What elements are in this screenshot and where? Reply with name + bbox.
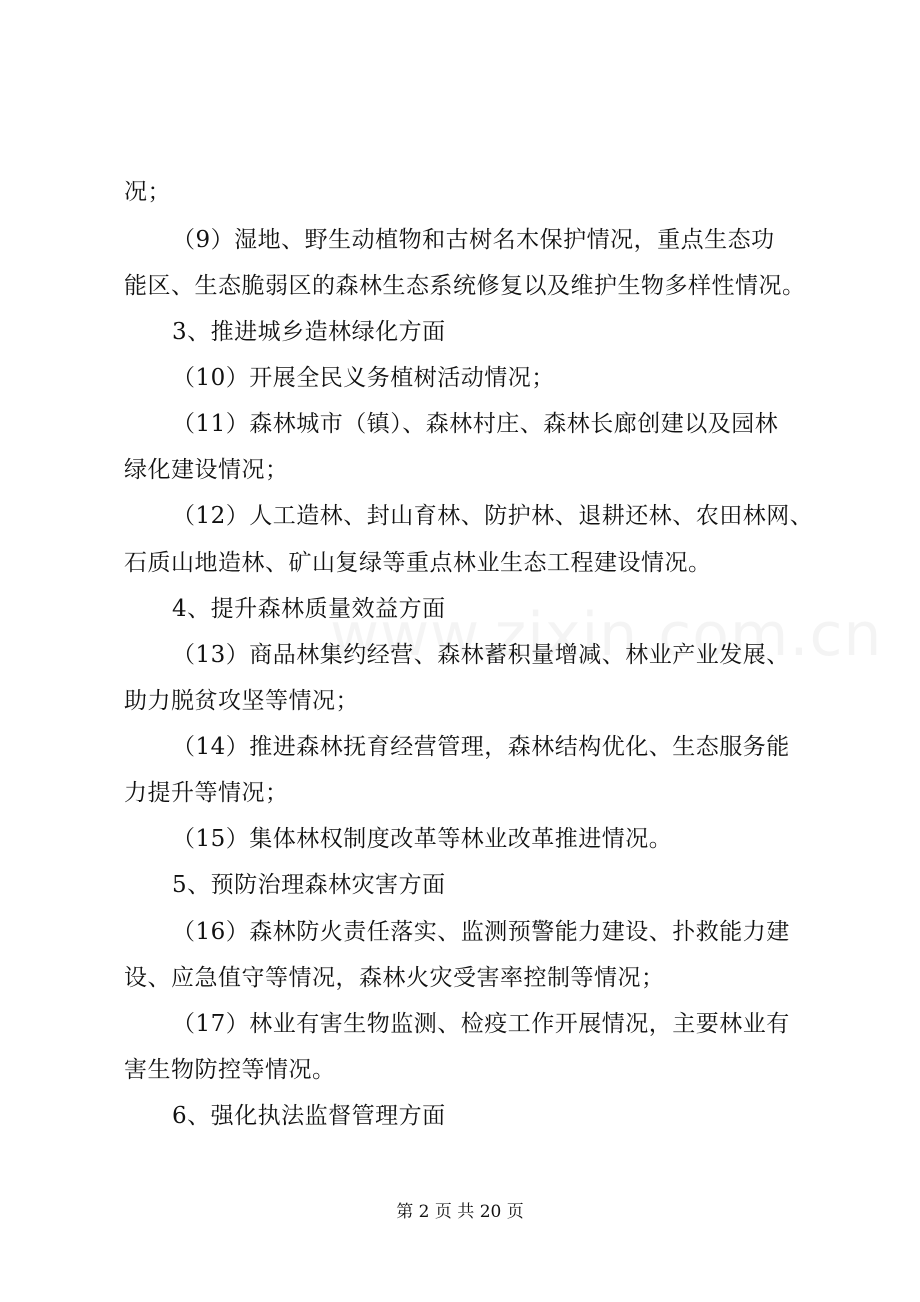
text-line: （11）森林城市（镇）、森林村庄、森林长廊创建以及园林: [172, 411, 779, 437]
text-line: （13）商品林集约经营、森林蓄积量增减、林业产业发展、: [172, 642, 790, 668]
text-line: （9）湿地、野生动植物和古树名木保护情况，重点生态功: [172, 227, 775, 253]
text-line: （17）林业有害生物监测、检疫工作开展情况，主要林业有: [172, 1011, 790, 1037]
text-line: 石质山地造林、矿山复绿等重点林业生态工程建设情况。: [124, 550, 712, 576]
text-line: （14）推进森林抚育经营管理，森林结构优化、生态服务能: [172, 734, 790, 760]
section-heading: 3、推进城乡造林绿化方面: [172, 319, 446, 345]
section-heading: 6、强化执法监督管理方面: [172, 1103, 446, 1129]
text-line: 能区、生态脆弱区的森林生态系统修复以及维护生物多样性情况。: [124, 273, 806, 299]
text-line: 力提升等情况；: [124, 780, 289, 806]
text-line: （10）开展全民义务植树活动情况；: [172, 365, 555, 391]
text-line: （15）集体林权制度改革等林业改革推进情况。: [172, 826, 673, 852]
section-heading: 4、提升森林质量效益方面: [172, 596, 446, 622]
section-heading: 5、预防治理森林灾害方面: [172, 872, 446, 898]
text-line: 害生物防控等情况。: [124, 1057, 336, 1083]
page-footer: 第 2 页 共 20 页: [396, 1202, 524, 1222]
text-line: 况；: [124, 179, 171, 205]
text-line: （16）森林防火责任落实、监测预警能力建设、扑救能力建: [172, 919, 790, 945]
text-line: 助力脱贫攻坚等情况；: [124, 688, 359, 714]
text-line: （12）人工造林、封山育林、防护林、退耕还林、农田林网、: [172, 503, 814, 529]
text-line: 绿化建设情况；: [124, 457, 289, 483]
text-line: 设、应急值守等情况，森林火灾受害率控制等情况；: [124, 965, 665, 991]
